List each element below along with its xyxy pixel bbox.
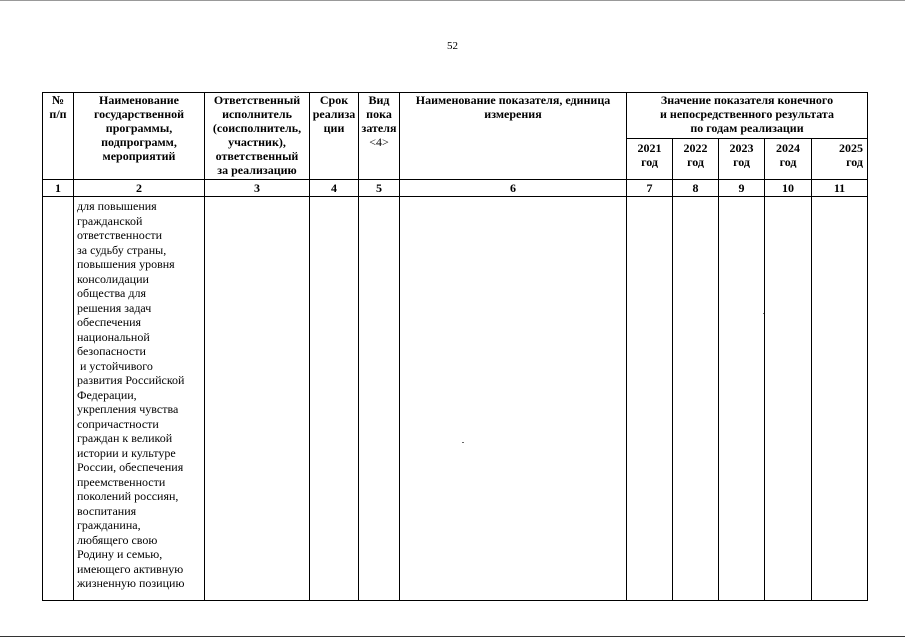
header-indicator-name: Наименование показателя, единица измерения (400, 93, 627, 180)
column-number: 3 (205, 180, 310, 197)
column-number: 9 (719, 180, 765, 197)
column-number: 8 (673, 180, 719, 197)
cell-value-2025 (812, 197, 868, 601)
column-number-row (43, 180, 868, 197)
header-values-group: Значение показателя конечного и непосредственного результата по годам реализации (627, 93, 868, 139)
table-row (43, 197, 868, 601)
cell-value-2022 (673, 197, 719, 601)
header-year-2023: 2023 год (719, 139, 765, 180)
bottom-edge-line (0, 636, 905, 637)
cell-value-2024 (765, 197, 812, 601)
column-number: 2 (74, 180, 205, 197)
header-num: № п/п (43, 93, 74, 180)
cell-value-2023 (719, 197, 765, 601)
column-number: 4 (310, 180, 359, 197)
indicator-table (42, 92, 868, 601)
cell-program-name: для повышения гражданской ответственности за судьбу страны, повышения уровня консолидации общества для решения задач обеспечения национальной безопасности и устойчивого развития Российской Федерации, укрепления чувства сопричастности граждан к великой истории и культуре России, обеспечения преемственности поколений россиян, воспитания гражданина, любящего свою Родину и семью, имеющего активную жизненную позицию (74, 197, 205, 601)
header-year-2024: 2024 год (765, 139, 812, 180)
header-indicator-type: Вид пока зателя <4> (359, 93, 400, 180)
column-number: 10 (765, 180, 812, 197)
header-executor: Ответственный исполнитель (соисполнитель, участник), ответственный за реализацию (205, 93, 310, 180)
header-term: Срок реализа ции (310, 93, 359, 180)
column-number: 6 (400, 180, 627, 197)
column-number: 5 (359, 180, 400, 197)
header-program-name: Наименование государственной программы, подпрограмм, мероприятий (74, 93, 205, 180)
column-number: 11 (812, 180, 868, 197)
column-number: 7 (627, 180, 673, 197)
top-edge-line (0, 0, 905, 1)
header-year-2025: 2025 год (812, 139, 868, 180)
cell-value-2021 (627, 197, 673, 601)
cell-indicator-type (359, 197, 400, 601)
column-number: 1 (43, 180, 74, 197)
page-number: 52 (447, 40, 458, 52)
cell-term (310, 197, 359, 601)
cell-num (43, 197, 74, 601)
header-year-2021: 2021 год (627, 139, 673, 180)
cell-executor (205, 197, 310, 601)
header-year-2022: 2022 год (673, 139, 719, 180)
cell-indicator-name (400, 197, 627, 601)
